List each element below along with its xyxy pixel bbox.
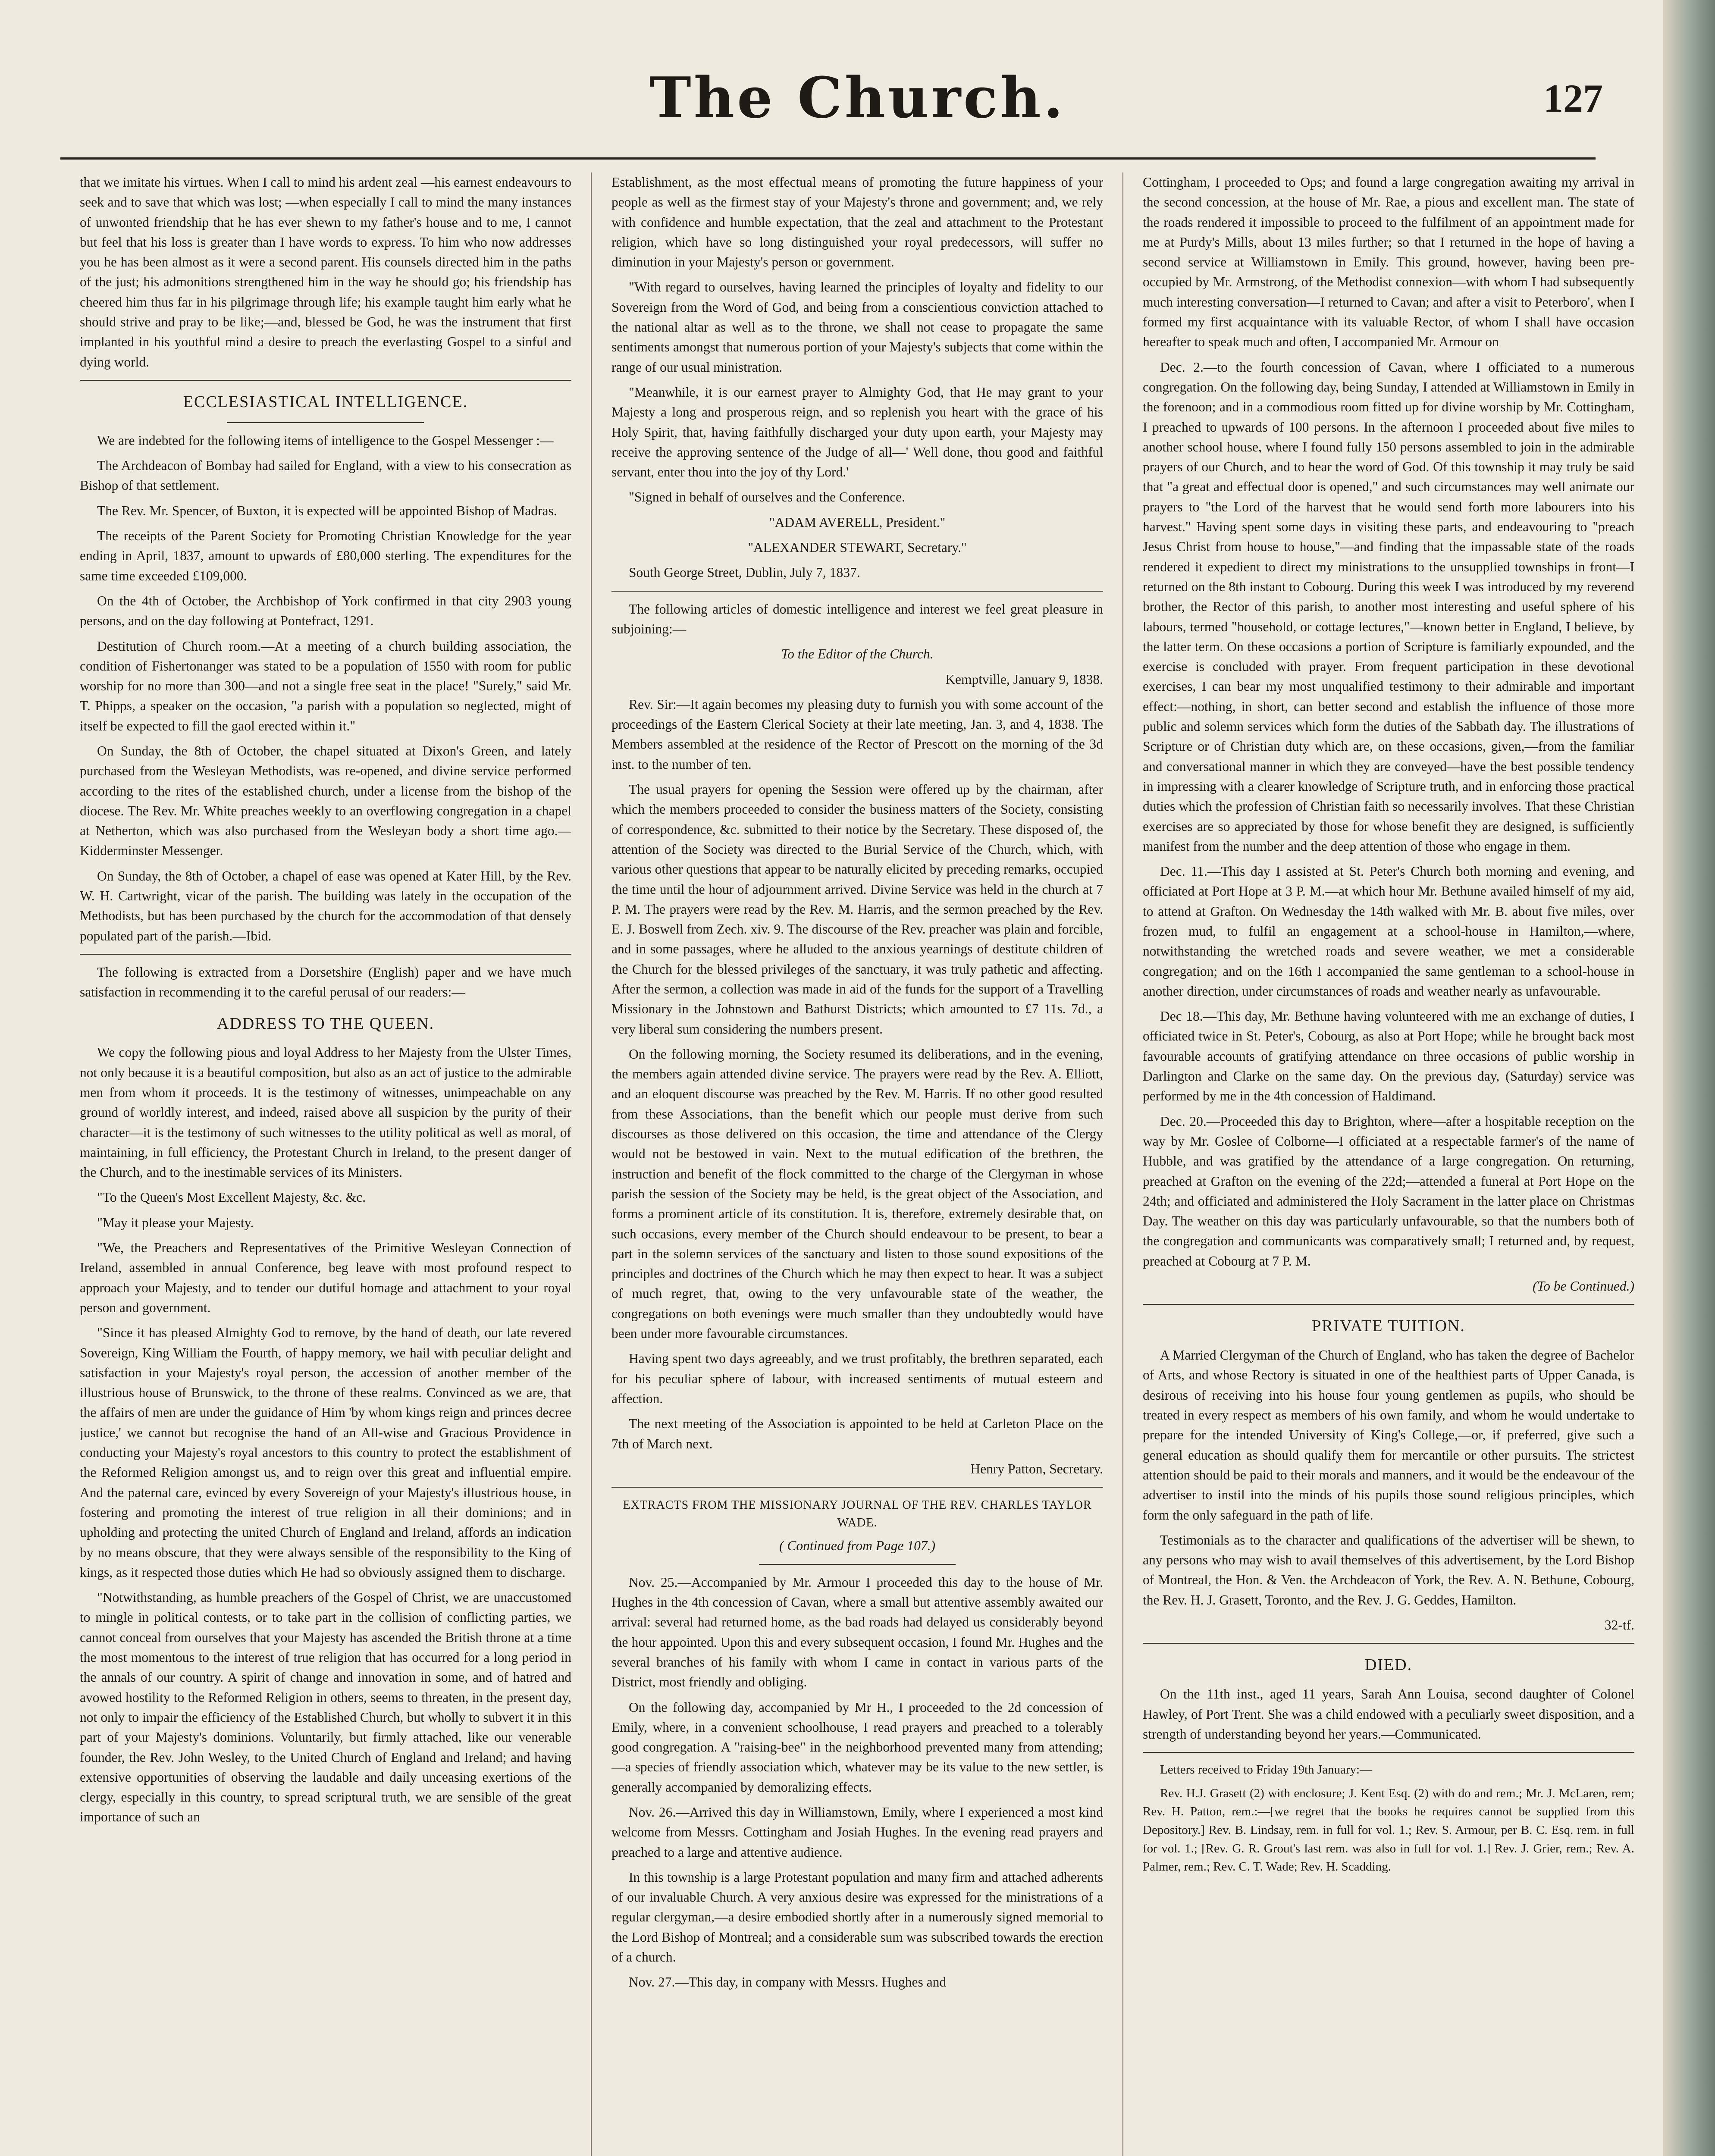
paragraph: Dec. 2.—to the fourth concession of Cavan, where I officiated to a numerous congregation. On the following day, being Sunday, I attended at Williamstown in Emily in the forenoon; and in a commodious room fitted up for divine worship by Mr. Cottingham, I preached to upwards of 100 persons. In the afternoon I proceeded about five miles to another school house, where I found fully 150 persons assembled to join in the admirable prayers of our Church, and to hear the word of God. Of this township it may truly be said that "a great and effectual door is opened," and such circumstances may well animate our prayers to "the Lord of the harvest that he would send forth more labourers into his harvest." Having spent some days in visiting these parts, and endeavouring to "preach Jesus Christ from house to house,"—and finding that the impassable state of the roads rendered it expedient to direct my ministrations to the unsupplied townships in front—I returned on the 8th instant to Cobourg. During this week I was introduced by my reverend brother, the Rector of this parish, to another most interesting and useful sphere of his labours, termed "household, or cottage lectures,"—known better in England, I believe, by the latter term. On these occasions a portion of Scripture is familiarly expounded, and the exercise is concluded with prayer. From frequent participation in these devotional exercises, I can bear my most unqualified testimony to their admirable and important effect:—nothing, in short, can better second and establish the influence of those more public and solemn services which form the duties of the Sabbath day. The illustrations of Scripture or of Christian duty which are, on these occasions, given,—from the familiar and conversational manner in which they are conveyed—have the best possible tendency in impressing with a clearer knowledge of Scripture truth, and in enforcing those practical duties which the profession of Christian faith so necessarily involves. That these Christian exercises are so appreciated by those for whose benefit they are designed, is sufficiently manifest from the number and the deep attention of those who engage in them. [1143, 359, 1634, 854]
paragraph: "With regard to ourselves, having learned the principles of loyalty and fidelity to our Sovereign from the Word of God, and being from a conscientious conviction attached to the national altar as well as to the throne, we shall not cease to propagate the same sentiments amongst that numerous portion of your Majesty's subjects that come within the range of our usual ministration. [611, 279, 1103, 375]
paragraph: The following is extracted from a Dorsetshire (English) paper and we have much satisfaction in recommending it to the careful perusal of our readers:— [80, 964, 571, 1000]
ad-code: 32-tf. [1604, 1617, 1634, 1633]
paragraph: Destitution of Church room.—At a meeting of a church building association, the condition of Fishertonanger was stated to be a population of 1550 with room for public worship for no more than 300—and not a single free seat in the place! "Surely," said Mr. T. Phipps, a speaker on the occasion, "a parish with a population so neglected, might of itself be expected to fill the gaol erected within it." [80, 638, 571, 733]
paragraph: A Married Clergyman of the Church of England, who has taken the degree of Bachelor of Arts, and whose Rectory is situated in one of the healthiest parts of Upper Canada, is desirous of receiving into his house four young gentlemen as pupils, who should be treated in every respect as members of his own family, and whom he would undertake to prepare for the intended University of King's College,—or, if preferred, give such a general education as should qualify them for mercantile or other pursuits. The strictest attention should be paid to their morals and manners, and it would be the endeavour of the advertiser to instil into the minds of his pupils those sound religious principles, which form the only safeguard in the path of life. [1143, 1348, 1634, 1523]
paragraph: "Notwithstanding, as humble preachers of the Gospel of Christ, we are unaccustomed to mingle in political contests, or to take part in the collision of conflicting parties, we cannot conceal from ourselves that your Majesty has ascended the British throne at a time the most momentous to the interest of true religion that has occurred for a long period in the annals of our country. A spirit of change and innovation in some, and of hatred and avowed hostility to the Reformed Religion in others, seems to threaten, in the present day, not only to impair the efficiency of the Established Church, but wholly to subvert it in this part of your Majesty's dominions. Voluntarily, but firmly attached, like our venerable founder, the Rev. John Wesley, to the United Church of England and Ireland; and having extensive opportunities of observing the laudable and daily unceasing exertions of the clergy, especially in this country, to spread scriptural truth, we are sensible of the great importance of such an [80, 1590, 571, 1825]
divider [1143, 1304, 1634, 1305]
section-heading: DIED. [1364, 1656, 1413, 1674]
paragraph: On the 11th inst., aged 11 years, Sarah Ann Louisa, second daughter of Colonel Hawley, of Port Trent. She was a child endowed with a peculiarly sweet disposition, and a strength of understanding beyond her years.—Communicated. [1143, 1686, 1634, 1742]
column-rule [1122, 172, 1123, 2156]
signature: "ADAM AVERELL, President." [769, 514, 946, 530]
divider [611, 1487, 1103, 1488]
section-heading: ECCLESIASTICAL INTELLIGENCE. [183, 392, 468, 411]
section-heading: EXTRACTS FROM THE MISSIONARY JOURNAL OF THE REV. CHARLES TAYLOR WADE. [623, 1498, 1092, 1530]
column-3 [1143, 172, 1634, 2156]
paragraph: "Meanwhile, it is our earnest prayer to Almighty God, that He may grant to your Majesty a long and prosperous reign, and so replenish you heart with the grace of his Holy Spirit, that, having faithfully discharged your duty upon earth, your Majesty may receive the approving sentence of the Judge of all—' Well done, thou good and faithful servant, enter thou into the joy of thy Lord.' [611, 384, 1103, 480]
section-heading: PRIVATE TUITION. [1312, 1317, 1465, 1335]
letter-heading: To the Editor of the Church. [781, 646, 934, 662]
paragraph: that we imitate his virtues. When I call to mind his ardent zeal —his earnest endeavours to seek and to save that which was lost; —when especially I call to mind the many instances of unwonted friendship that he has ever shewn to my father's house and to me, I cannot but feel that his loss is greater than I have words to express. To him who now addresses you he has been almost as it were a second parent. His counsels directed him in the paths of the just; his admonitions strengthened him in the way he should go; his friendship has cheered him thus far in his pilgrimage through life; his example taught him early what he should strive and pray to be like;—and, blessed be God, he was the instrument that first implanted in his youthful mind a desire to preach the everlasting Gospel to a sinful and dying world. [80, 175, 571, 370]
section-heading: ADDRESS TO THE QUEEN. [216, 1014, 435, 1033]
paragraph: "Since it has pleased Almighty God to remove, by the hand of death, our late revered Sovereign, King William the Fourth, of happy memory, we hail with peculiar delight and satisfaction in your Majesty's royal person, the accession of another member of the illustrious house of Brunswick, to the throne of these realms. Convinced as we are, that the affairs of men are under the guidance of Him 'by whom kings reign and princes decree justice,' we cannot but recognise the hand of an All-wise and Gracious Providence in conducting your Majesty's royal ancestors to this country to protect the establishment of the Reformed Religion amongst us, and to reign over this great and influential empire. And the paternal care, evinced by every Sovereign of your Majesty's illustrious house, in fostering and promoting the interest of true religion in all their dominions; and in upholding and protecting the united Church of England and Ireland, affords an indication by no means obscure, that they were always sensible of the responsibility to the King of kings, as it respected those duties which He had so obviously assigned them to discharge. [80, 1325, 571, 1580]
column-1 [80, 172, 571, 2156]
paragraph: Rev. H.J. Grasett (2) with enclosure; J. Kent Esq. (2) with do and rem.; Mr. J. McLaren, rem; Rev. H. Patton, rem.:—[we regret that the books he requires cannot be supplied from this Depository.] Rev. B. Lindsay, rem. in full for vol. 1.; Rev. S. Armour, per B. C. Esq. rem. in full for vol. 1.; [Rev. G. R. Grout's last rem. was also in full for vol. 1.] Rev. J. Grier, rem.; Rev. A. Palmer, rem.; Rev. C. T. Wade; Rev. H. Scadding. [1143, 1786, 1634, 1874]
paragraph: Dec 18.—This day, Mr. Bethune having volunteered with me an exchange of duties, I officiated twice in St. Peter's, Cobourg, as also at Port Hope; while he brought back most favourable accounts of gratifying attendance on three occasions of public worship in Darlington and Clarke on the same day. On the previous day, (Saturday) service was performed by me in the 4th concession of Haldimand. [1143, 1009, 1634, 1104]
paragraph: The next meeting of the Association is appointed to be held at Carleton Place on the 7th of March next. [611, 1416, 1103, 1451]
paragraph: We copy the following pious and loyal Address to her Majesty from the Ulster Times, not only because it is a beautiful composition, but also as an act of justice to the admirable men from whom it proceeds. It is the testimony of witnesses, unimpeachable on any ground of worldly interest, and indeed, raised above all suspicion by the purity of their character—it is the testimony of such witnesses to the utility political as well as moral, of maintaining, in full efficiency, the Protestant Church in Ireland, to the present danger of the Church, and to the inestimable services of its Ministers. [80, 1045, 571, 1180]
paragraph: Nov. 25.—Accompanied by Mr. Armour I proceeded this day to the house of Mr. Hughes in the 4th concession of Cavan, where a small but attentive assembly awaited our arrival: several had returned home, as the bad roads had delayed us considerably beyond the hour appointed. Upon this and every subsequent occasion, I found Mr. Hughes and the several branches of his family with whom I came in contact in various parts of the District, most friendly and obliging. [611, 1574, 1103, 1690]
paragraph: The receipts of the Parent Society for Promoting Christian Knowledge for the year ending in April, 1837, amount to upwards of £80,000 sterling. The expenditures for the same time exceeded £109,000. [80, 528, 571, 583]
paragraph: Dec. 11.—This day I assisted at St. Peter's Church both morning and evening, and officiated at Port Hope at 3 P. M.—at which hour Mr. Bethune availed himself of my aid, to attend at Grafton. On Wednesday the 14th walked with Mr. B. about five miles, over frozen mud, to fulfil an engagement at a school-house in Hamilton,—where, notwithstanding the wretched roads and severe weather, we met a considerable congregation; and on the 16th I accompanied the same gentleman to a school-house in another direction, under circumstances of roads and weather nearly as unfavourable. [1143, 864, 1634, 999]
dateline: Kemptville, January 9, 1838. [945, 671, 1103, 687]
paragraph: Nov. 27.—This day, in company with Messrs. Hughes and [629, 1974, 947, 1990]
dateline: South George Street, Dublin, July 7, 1837. [629, 565, 860, 580]
paragraph: The Rev. Mr. Spencer, of Buxton, it is expected will be appointed Bishop of Madras. [97, 503, 557, 518]
salutation: "May it please your Majesty. [97, 1215, 254, 1230]
paragraph: On the following morning, the Society resumed its deliberations, and in the evening, the members again attended divine service. The prayers were read by the Rev. A. Elliott, and an eloquent discourse was preached by the Rev. M. Harris. If no other good resulted from these Associations, than the benefit which our people must derive from such discourses as those delivered on this occasion, the time and attendance of the Clergy would not be bestowed in vain. Next to the mutual edification of the brethren, the instruction and benefit of the flock committed to the charge of the Clergyman in whose parish the session of the Society may be held, is the great object of the Association, and forms a prominent article of its constitution. It is, therefore, extremely desirable that, on such occasions, every member of the Church should endeavour to be present, to bear a part in the solemn services of the sanctuary and listen to those sound expositions of the principles and doctrines of the Church which he may then expect to hear. It was a subject of much regret, that, owing to the very unfavourable state of the weather, the congregations on both evenings were much smaller than they undoubtedly would have been under more favourable circumstances. [611, 1046, 1103, 1341]
paragraph: Having spent two days agreeably, and we trust profitably, the brethren separated, each for his peculiar sphere of labour, with increased sentiments of mutual esteem and affection. [611, 1351, 1103, 1406]
paragraph: Nov. 26.—Arrived this day in Williamstown, Emily, where I experienced a most kind welcome from Messrs. Cottingham and Josiah Hughes. In the evening read prayers and preached to a large and attentive audience. [611, 1804, 1103, 1860]
paragraph: On Sunday, the 8th of October, a chapel of ease was opened at Kater Hill, by the Rev. W. H. Cartwright, vicar of the parish. The building was lately in the occupation of the Methodists, but has been purchased by the church for the accommodation of that densely populated part of the parish.—Ibid. [80, 868, 571, 943]
paragraph: The Archdeacon of Bombay had sailed for England, with a view to his consecration as Bishop of that settlement. [80, 458, 571, 493]
column-2 [611, 172, 1103, 2156]
paragraph: The usual prayers for opening the Session were offered up by the chairman, after which the members proceeded to consider the business matters of the Society, consisting of correspondence, &c. submitted to their notice by the Secretary. These disposed of, the attention of the Society was directed to the Burial Service of the Church, which, with various other questions that appear to be naturally elicited by preceding remarks, occupied the time until the hour of adjournment arrived. Divine Service was held in the church at 7 P. M. The prayers were read by the Rev. M. Harris, and the sermon preached by the Rev. E. J. Boswell from Zech. xiv. 9. The discourse of the Rev. preacher was plain and forcible, and in some passages, where he alluded to the anxious yearnings of destitute children of the Church for the blessed privileges of the sanctuary, it was truly pathetic and affecting. After the sermon, a collection was made in aid of the funds for the support of a Travelling Missionary in the Johnstown and Bathurst Districts; which amounted to £7 11s. 7d., a very liberal sum considering the numbers present. [611, 782, 1103, 1037]
signature: "ALEXANDER STEWART, Secretary." [748, 540, 967, 555]
paragraph: Dec. 20.—Proceeded this day to Brighton, where—after a hospitable reception on the way by Mr. Goslee of Colborne—I officiated at a respectable farmer's of the name of Hubble, and was gratified by the attendance of a large congregation. On returning, preached at Grafton on the evening of the 22d;—attended a funeral at Port Hope on the 24th; and officiated and administered the Holy Sacrament in the latter place on Christmas Day. The weather on this day was particularly unfavourable, so that the numbers both of the congregation and communicants was comparatively small; I returned and, by request, preached at Cobourg at 7 P. M. [1143, 1113, 1634, 1269]
paragraph: The following articles of domestic intelligence and interest we feel great pleasure in subjoining:— [611, 601, 1103, 636]
continued-note: (To be Continued.) [1533, 1279, 1634, 1294]
column-rule [591, 172, 592, 2156]
signature: Henry Patton, Secretary. [970, 1461, 1103, 1476]
paragraph: We are indebted for the following items of intelligence to the Gospel Messenger :— [97, 432, 554, 448]
divider [80, 380, 571, 381]
masthead-rule [60, 157, 1596, 160]
salutation: "To the Queen's Most Excellent Majesty, &c. &c. [97, 1190, 366, 1205]
paragraph: On Sunday, the 8th of October, the chapel situated at Dixon's Green, and lately purchased from the Wesleyan Methodists, was re-opened, and divine service performed according to the rites of the established church, under a license from the bishop of the diocese. The Rev. Mr. White preaches weekly to an overflowing congregation in a chapel at Netherton, which was also purchased from the Wesleyan body a short time ago.—Kidderminster Messenger. [80, 743, 571, 859]
divider [1143, 1643, 1634, 1644]
page-edge [1663, 0, 1715, 2156]
paragraph: "Signed in behalf of ourselves and the Conference. [629, 489, 905, 505]
paragraph: Rev. Sir:—It again becomes my pleasing duty to furnish you with some account of the proceedings of the Eastern Clerical Society at their late meeting, Jan. 3, and 4, 1838. The Members assembled at the residence of the Rector of Prescott on the morning of the 3d inst. to the number of ten. [611, 696, 1103, 772]
continued-note: ( Continued from Page 107.) [779, 1538, 935, 1554]
letters-heading: Letters received to Friday 19th January:— [1160, 1763, 1373, 1777]
masthead: The Church. [649, 65, 1066, 131]
divider [1143, 1752, 1634, 1753]
paragraph: Establishment, as the most effectual means of promoting the future happiness of your people as well as the firmest stay of your Majesty's throne and government; and, we rely with confidence and humble expectation, that the zeal and attachment to the Protestant religion, which have so long distinguished your royal predecessors, will suffer no diminution in your Majesty's person or government. [611, 175, 1103, 270]
paragraph: "We, the Preachers and Representatives of the Primitive Wesleyan Connection of Ireland, assembled in annual Conference, beg leave with most profound respect to approach your Majesty, and to tender our dutiful homage and attachment to your royal person and government. [80, 1240, 571, 1315]
paragraph: Cottingham, I proceeded to Ops; and found a large congregation awaiting my arrival in the second concession, at the house of Mr. Rae, a pious and excellent man. The state of the roads rendered it impossible to proceed to the fulfilment of an appointment made for me at Purdy's Mills, about 13 miles further; so that I returned in the hope of having a second service at Williamstown in Emily. This ground, however, having been pre-occupied by Mr. Armstrong, of the Methodist connexion—with whom I had subsequently much interesting conversation—I returned to Cavan; and after a visit to Peterboro', when I formed my first acquaintance with its valuable Rector, of whom I shall have occasion hereafter to speak much and often, I accompanied Mr. Armour on [1143, 175, 1634, 350]
paragraph: On the 4th of October, the Archbishop of York confirmed in that city 2903 young persons, and on the day following at Pontefract, 1291. [80, 593, 571, 629]
page-number: 127 [1543, 76, 1603, 120]
paragraph: Testimonials as to the character and qualifications of the advertiser will be shewn, to any persons who may wish to avail themselves of this advertisement, by the Lord Bishop of Montreal, the Hon. & Ven. the Archdeacon of York, the Rev. A. N. Bethune, Cobourg, the Rev. H. J. Grasett, Toronto, and the Rev. J. G. Geddes, Hamilton. [1143, 1532, 1634, 1608]
divider [611, 591, 1103, 592]
divider [80, 954, 571, 955]
divider [227, 422, 424, 423]
divider [759, 1564, 956, 1565]
paragraph: On the following day, accompanied by Mr H., I proceeded to the 2d concession of Emily, where, in a convenient schoolhouse, I read prayers and preached to a tolerably good congregation. A "raising-bee" in the neighborhood prevented many from attending;—a species of friendly association which, whatever may be its value to the new settler, is generally accompanied by demoralizing effects. [611, 1699, 1103, 1795]
paragraph: In this township is a large Protestant population and many firm and attached adherents of our invaluable Church. A very anxious desire was expressed for the ministrations of a regular clergyman,—a desire embodied shortly after in a numerously signed memorial to the Lord Bishop of Montreal; and a considerable sum was subscribed towards the erection of a church. [611, 1869, 1103, 1965]
